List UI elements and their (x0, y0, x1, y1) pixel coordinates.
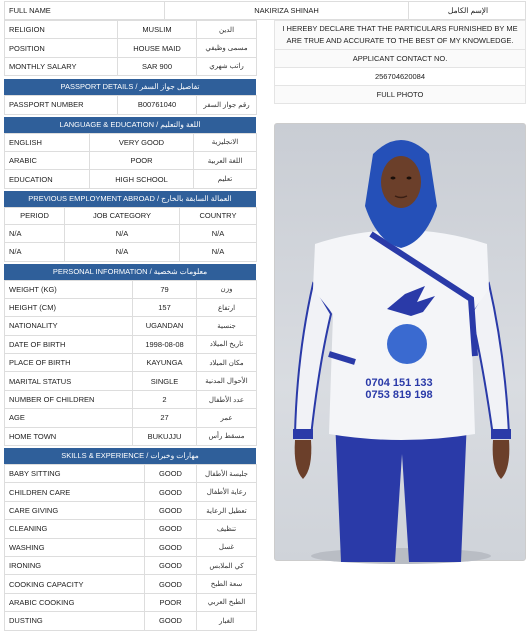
weight-label: WEIGHT (KG) (5, 280, 133, 298)
skill-label: DUSTING (5, 612, 145, 630)
salary-value: SAR 900 (118, 57, 197, 75)
religion-label: RELIGION (5, 21, 118, 39)
weight-arabic: وزن (197, 280, 257, 298)
table-row (5, 501, 257, 519)
full-name-row (4, 1, 526, 20)
candidate-photo-illustration (275, 124, 527, 562)
col-country: COUNTRY (180, 207, 257, 224)
skills-table (4, 464, 257, 631)
skill-arabic: غسل (197, 538, 257, 556)
table-row (5, 96, 257, 114)
passport-table (4, 95, 257, 114)
position-value: HOUSE MAID (118, 39, 197, 57)
marital-label: MARITAL STATUS (5, 372, 133, 390)
col-job-category: JOB CATEGORY (65, 207, 180, 224)
nationality-label: NATIONALITY (5, 317, 133, 335)
skill-arabic: سعة الطبخ (197, 575, 257, 593)
table-row (5, 224, 257, 242)
skill-label: ARABIC COOKING (5, 593, 145, 611)
skill-value: POOR (145, 593, 197, 611)
english-arabic: الانجليزية (194, 133, 257, 151)
table-row (5, 593, 257, 611)
shirt-phone-2: 0753 819 198 (365, 389, 433, 401)
table-row (5, 280, 257, 298)
dob-arabic: تاريخ الميلاد (197, 335, 257, 353)
children-value: 2 (133, 390, 197, 408)
skill-label: IRONING (5, 556, 145, 574)
height-value: 157 (133, 298, 197, 316)
passport-value: B00761040 (118, 96, 197, 114)
skill-arabic: رعاية الأطفال (197, 483, 257, 501)
education-label: EDUCATION (5, 170, 90, 188)
contact-value: 256704620084 (274, 68, 526, 86)
skill-arabic: تعطيل الرعاية (197, 501, 257, 519)
table-row (5, 335, 257, 353)
age-label: AGE (5, 409, 133, 427)
table-row (5, 57, 257, 75)
table-row (5, 39, 257, 57)
skill-arabic: الغبار (197, 612, 257, 630)
table-row (5, 372, 257, 390)
table-row (5, 409, 257, 427)
position-label: POSITION (5, 39, 118, 57)
skill-label: CLEANING (5, 520, 145, 538)
table-row (5, 317, 257, 335)
skill-value: GOOD (145, 520, 197, 538)
full-name-value: NAKIRIZA SHINAH (165, 2, 409, 19)
personal-info-table (4, 280, 257, 447)
full-name-label: FULL NAME (5, 2, 165, 19)
skill-label: WASHING (5, 538, 145, 556)
personal-info-header: PERSONAL INFORMATION / معلومات شخصية (4, 264, 256, 280)
salary-label: MONTHLY SALARY (5, 57, 118, 75)
skill-label: BABY SITTING (5, 465, 145, 483)
full-photo-label: FULL PHOTO (274, 86, 526, 104)
left-column (4, 20, 256, 631)
hometown-label: HOME TOWN (5, 427, 133, 445)
skill-value: GOOD (145, 556, 197, 574)
arabic-value: POOR (90, 151, 194, 169)
table-cell: N/A (5, 224, 65, 242)
skill-arabic: جليسة الأطفال (197, 465, 257, 483)
skill-arabic: كي الملابس (197, 556, 257, 574)
nationality-arabic: جنسية (197, 317, 257, 335)
table-cell: N/A (180, 243, 257, 261)
height-label: HEIGHT (CM) (5, 298, 133, 316)
full-photo (274, 123, 526, 561)
table-cell: N/A (65, 243, 180, 261)
skill-value: GOOD (145, 575, 197, 593)
age-arabic: عمر (197, 409, 257, 427)
hometown-arabic: مسقط رأس (197, 427, 257, 445)
skill-value: GOOD (145, 538, 197, 556)
religion-value: MUSLIM (118, 21, 197, 39)
english-value: VERY GOOD (90, 133, 194, 151)
dob-label: DATE OF BIRTH (5, 335, 133, 353)
language-header: LANGUAGE & EDUCATION / اللغة والتعليم (4, 117, 256, 133)
table-row (5, 243, 257, 261)
table-row (5, 390, 257, 408)
skill-value: GOOD (145, 501, 197, 519)
passport-header: PASSPORT DETAILS / تفاصيل جواز السفر (4, 79, 256, 95)
employment-header: PREVIOUS EMPLOYMENT ABROAD / العمالة السابقة بالخارج (4, 191, 256, 207)
arabic-arabic: اللغة العربية (194, 151, 257, 169)
contact-label: APPLICANT CONTACT NO. (274, 50, 526, 68)
dob-value: 1998-08-08 (133, 335, 197, 353)
table-row (5, 575, 257, 593)
age-value: 27 (133, 409, 197, 427)
table-row (5, 538, 257, 556)
nationality-value: UGANDAN (133, 317, 197, 335)
full-name-arabic: الإسم الكامل (447, 6, 489, 15)
table-row (5, 465, 257, 483)
table-row (5, 612, 257, 630)
personal-basic-table (4, 20, 257, 76)
shirt-phone-1: 0704 151 133 (365, 377, 433, 389)
pob-label: PLACE OF BIRTH (5, 354, 133, 372)
table-row (5, 354, 257, 372)
arabic-label: ARABIC (5, 151, 90, 169)
religion-arabic: الدين (197, 21, 257, 39)
skill-label: CHILDREN CARE (5, 483, 145, 501)
skill-arabic: تنظيف (197, 520, 257, 538)
table-header-row (5, 207, 257, 224)
skills-header: SKILLS & EXPERIENCE / مهارات وخبرات (4, 448, 256, 464)
skill-value: GOOD (145, 483, 197, 501)
marital-value: SINGLE (133, 372, 197, 390)
skill-arabic: الطبخ العربي (197, 593, 257, 611)
table-row (5, 133, 257, 151)
children-label: NUMBER OF CHILDREN (5, 390, 133, 408)
employment-table (4, 207, 257, 262)
table-cell: N/A (180, 224, 257, 242)
english-label: ENGLISH (5, 133, 90, 151)
table-row (5, 556, 257, 574)
skill-value: GOOD (145, 612, 197, 630)
children-arabic: عدد الأطفال (197, 390, 257, 408)
salary-arabic: راتب شهري (197, 57, 257, 75)
passport-arabic: رقم جواز السفر (197, 96, 257, 114)
skill-label: COOKING CAPACITY (5, 575, 145, 593)
skill-label: CARE GIVING (5, 501, 145, 519)
position-arabic: مسمى وظيفي (197, 39, 257, 57)
table-row (5, 170, 257, 188)
table-row (5, 520, 257, 538)
declaration-text: I HEREBY DECLARE THAT THE PARTICULARS FURNISHED BY ME ARE TRUE AND ACCURATE TO THE BEST OF MY KNOWLEDGE. (274, 20, 526, 50)
table-row (5, 151, 257, 169)
table-cell: N/A (5, 243, 65, 261)
pob-value: KAYUNGA (133, 354, 197, 372)
education-value: HIGH SCHOOL (90, 170, 194, 188)
table-row (5, 427, 257, 445)
table-row (5, 21, 257, 39)
skill-value: GOOD (145, 465, 197, 483)
table-row (5, 483, 257, 501)
col-period: PERIOD (5, 207, 65, 224)
table-row (5, 298, 257, 316)
marital-arabic: الأحوال المدنية (197, 372, 257, 390)
table-cell: N/A (65, 224, 180, 242)
education-arabic: تعليم (194, 170, 257, 188)
height-arabic: ارتفاع (197, 298, 257, 316)
hometown-value: BUKUJJU (133, 427, 197, 445)
weight-value: 79 (133, 280, 197, 298)
language-table (4, 133, 257, 189)
right-column (274, 20, 526, 104)
passport-label: PASSPORT NUMBER (5, 96, 118, 114)
pob-arabic: مكان الميلاد (197, 354, 257, 372)
